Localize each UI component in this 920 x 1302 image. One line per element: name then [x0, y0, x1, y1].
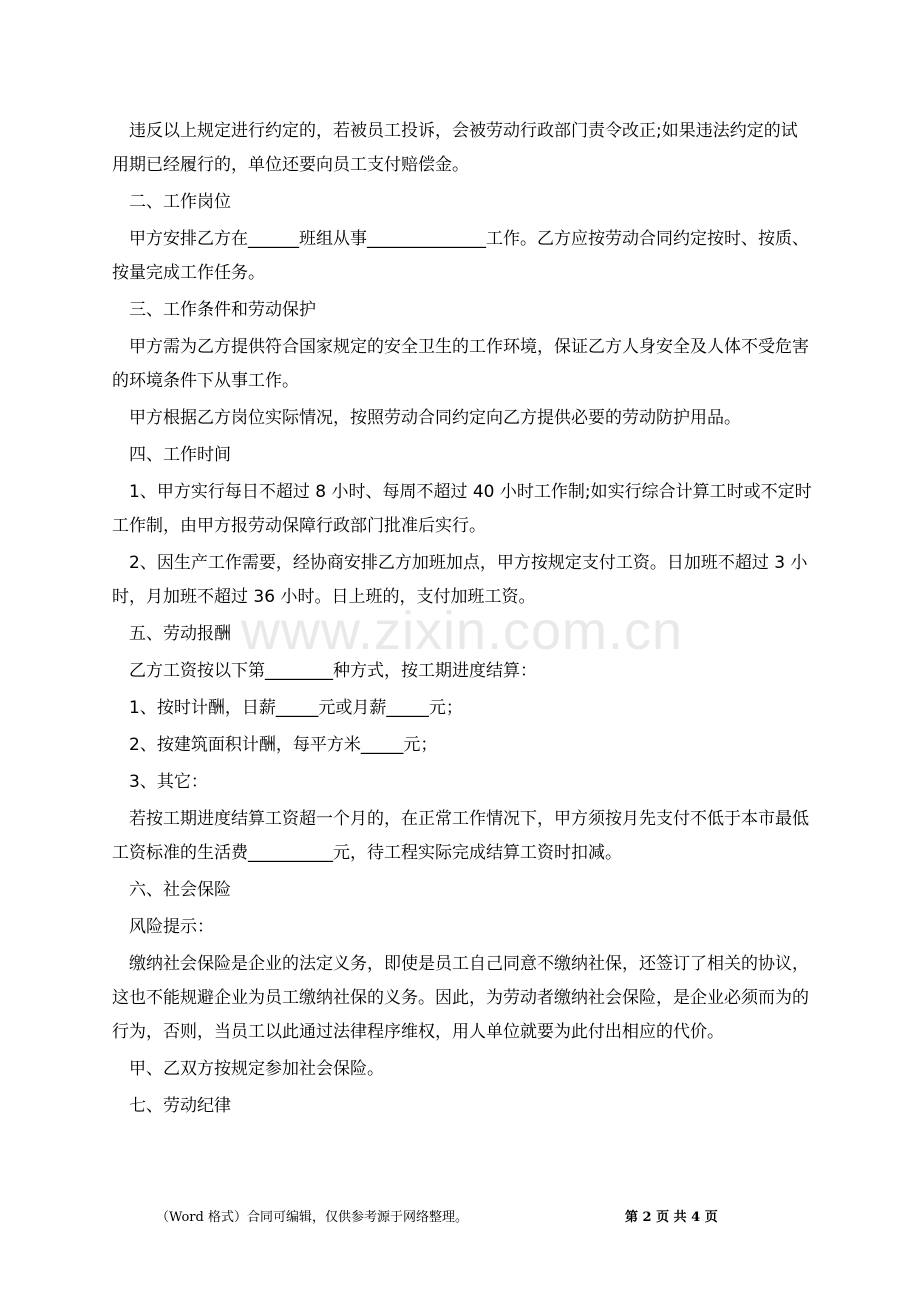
page-footer — [0, 1206, 920, 1228]
paragraph: 2、因生产工作需要，经协商安排乙方加班加点，甲方按规定支付工资。日加班不超过 3 小时，月加班不超过 36 小时。日上班的，支付加班工资。 — [112, 553, 808, 607]
paragraph: 3、其它： — [129, 772, 208, 792]
paragraph: 1、按时计酬，日薪_____元或月薪_____元； — [129, 698, 463, 718]
watermark: www.zixin.com.cn — [240, 601, 684, 661]
paragraph: 乙方工资按以下第________种方式，按工期进度结算： — [129, 661, 537, 681]
paragraph: 若按工期进度结算工资超一个月的，在正常工作情况下，甲方须按月先支付不低于本市最低工资标准的生活费__________元，待工程实际完成结算工资时扣减。 — [112, 809, 809, 863]
page-number: 第 2 页 共 4 页 — [625, 1210, 718, 1225]
section-heading: 二、工作岗位 — [129, 192, 231, 212]
section-heading: 四、工作时间 — [129, 445, 231, 465]
section-heading: 六、社会保险 — [129, 880, 231, 900]
paragraph: 缴纳社会保险是企业的法定义务，即使是员工自己同意不缴纳社保，还签订了相关的协议，这也不能规避企业为员工缴纳社保的义务。因此，为劳动者缴纳社会保险，是企业必须而为的行为，否则，当员工以此通过法律程序维权，用人单位就要为此付出相应的代价。 — [112, 954, 809, 1042]
paragraph: 甲方需为乙方提供符合国家规定的安全卫生的工作环境，保证乙方人身安全及人体不受危害的环境条件下从事工作。 — [112, 337, 809, 391]
paragraph: 违反以上规定进行约定的，若被员工投诉，会被劳动行政部门责令改正;如果违法约定的试用期已经履行的，单位还要向员工支付赔偿金。 — [112, 121, 798, 175]
paragraph: 甲方根据乙方岗位实际情况，按照劳动合同约定向乙方提供必要的劳动防护用品。 — [129, 408, 741, 428]
paragraph: 甲方安排乙方在______班组从事______________工作。乙方应按劳动合同约定按时、按质、按量完成工作任务。 — [112, 229, 809, 283]
document-body — [112, 114, 812, 1123]
section-heading: 七、劳动纪律 — [129, 1096, 231, 1116]
paragraph: 2、按建筑面积计酬，每平方米_____元； — [129, 735, 438, 755]
paragraph: 风险提示： — [129, 917, 214, 937]
paragraph: 甲、乙双方按规定参加社会保险。 — [129, 1059, 384, 1079]
footer-note: （Word 格式）合同可编辑，仅供参考源于网络整理。 — [156, 1210, 468, 1225]
paragraph: 1、甲方实行每日不超过 8 小时、每周不超过 40 小时工作制;如实行综合计算工时或不定时工作制，由甲方报劳动保障行政部门批准后实行。 — [112, 482, 812, 536]
section-heading: 五、劳动报酬 — [129, 624, 231, 644]
section-heading: 三、工作条件和劳动保护 — [129, 300, 316, 320]
